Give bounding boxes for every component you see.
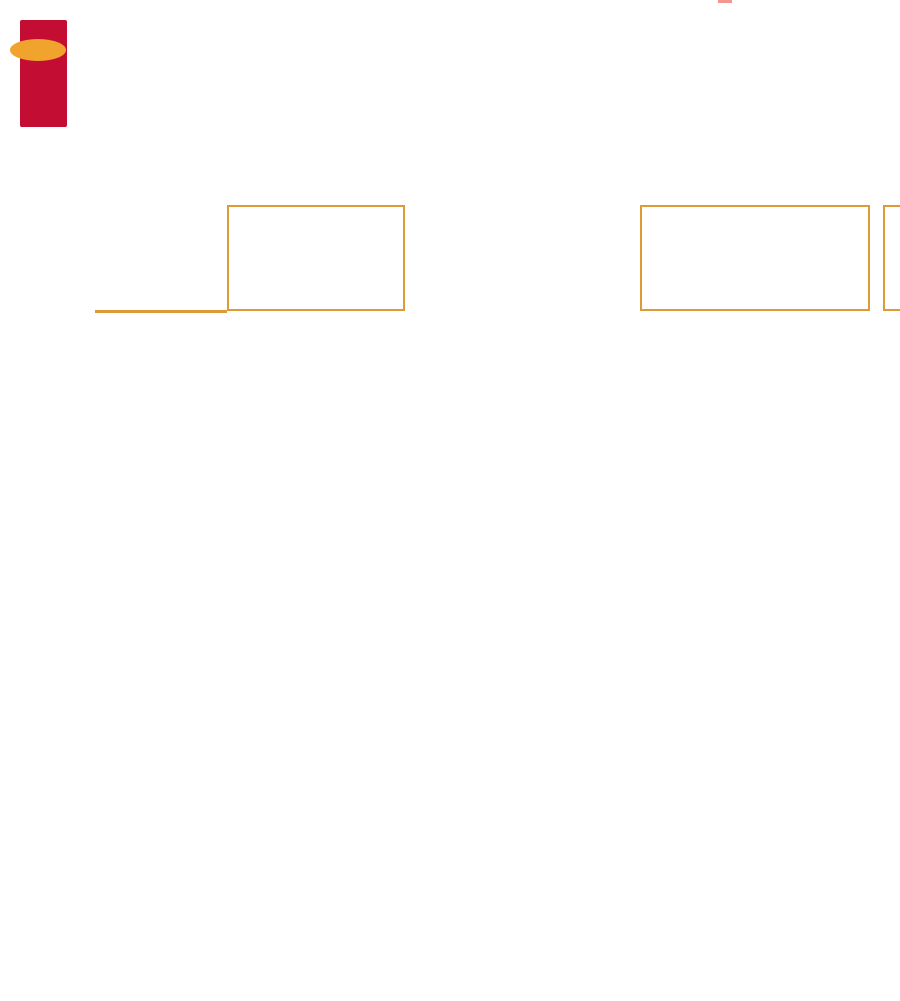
timetable <box>0 203 900 1001</box>
group-box-madrid-teruel-valencia <box>227 205 405 311</box>
logo-i-dot <box>10 39 66 61</box>
irb-logo <box>8 6 338 136</box>
group-box-madrid-teruel-semidirecto <box>640 205 870 311</box>
cutoff-artifact <box>718 0 732 3</box>
station-column-topline <box>95 310 227 313</box>
route-line <box>0 203 33 1001</box>
logo-letter-i <box>20 20 67 127</box>
group-box-partial <box>883 205 900 311</box>
